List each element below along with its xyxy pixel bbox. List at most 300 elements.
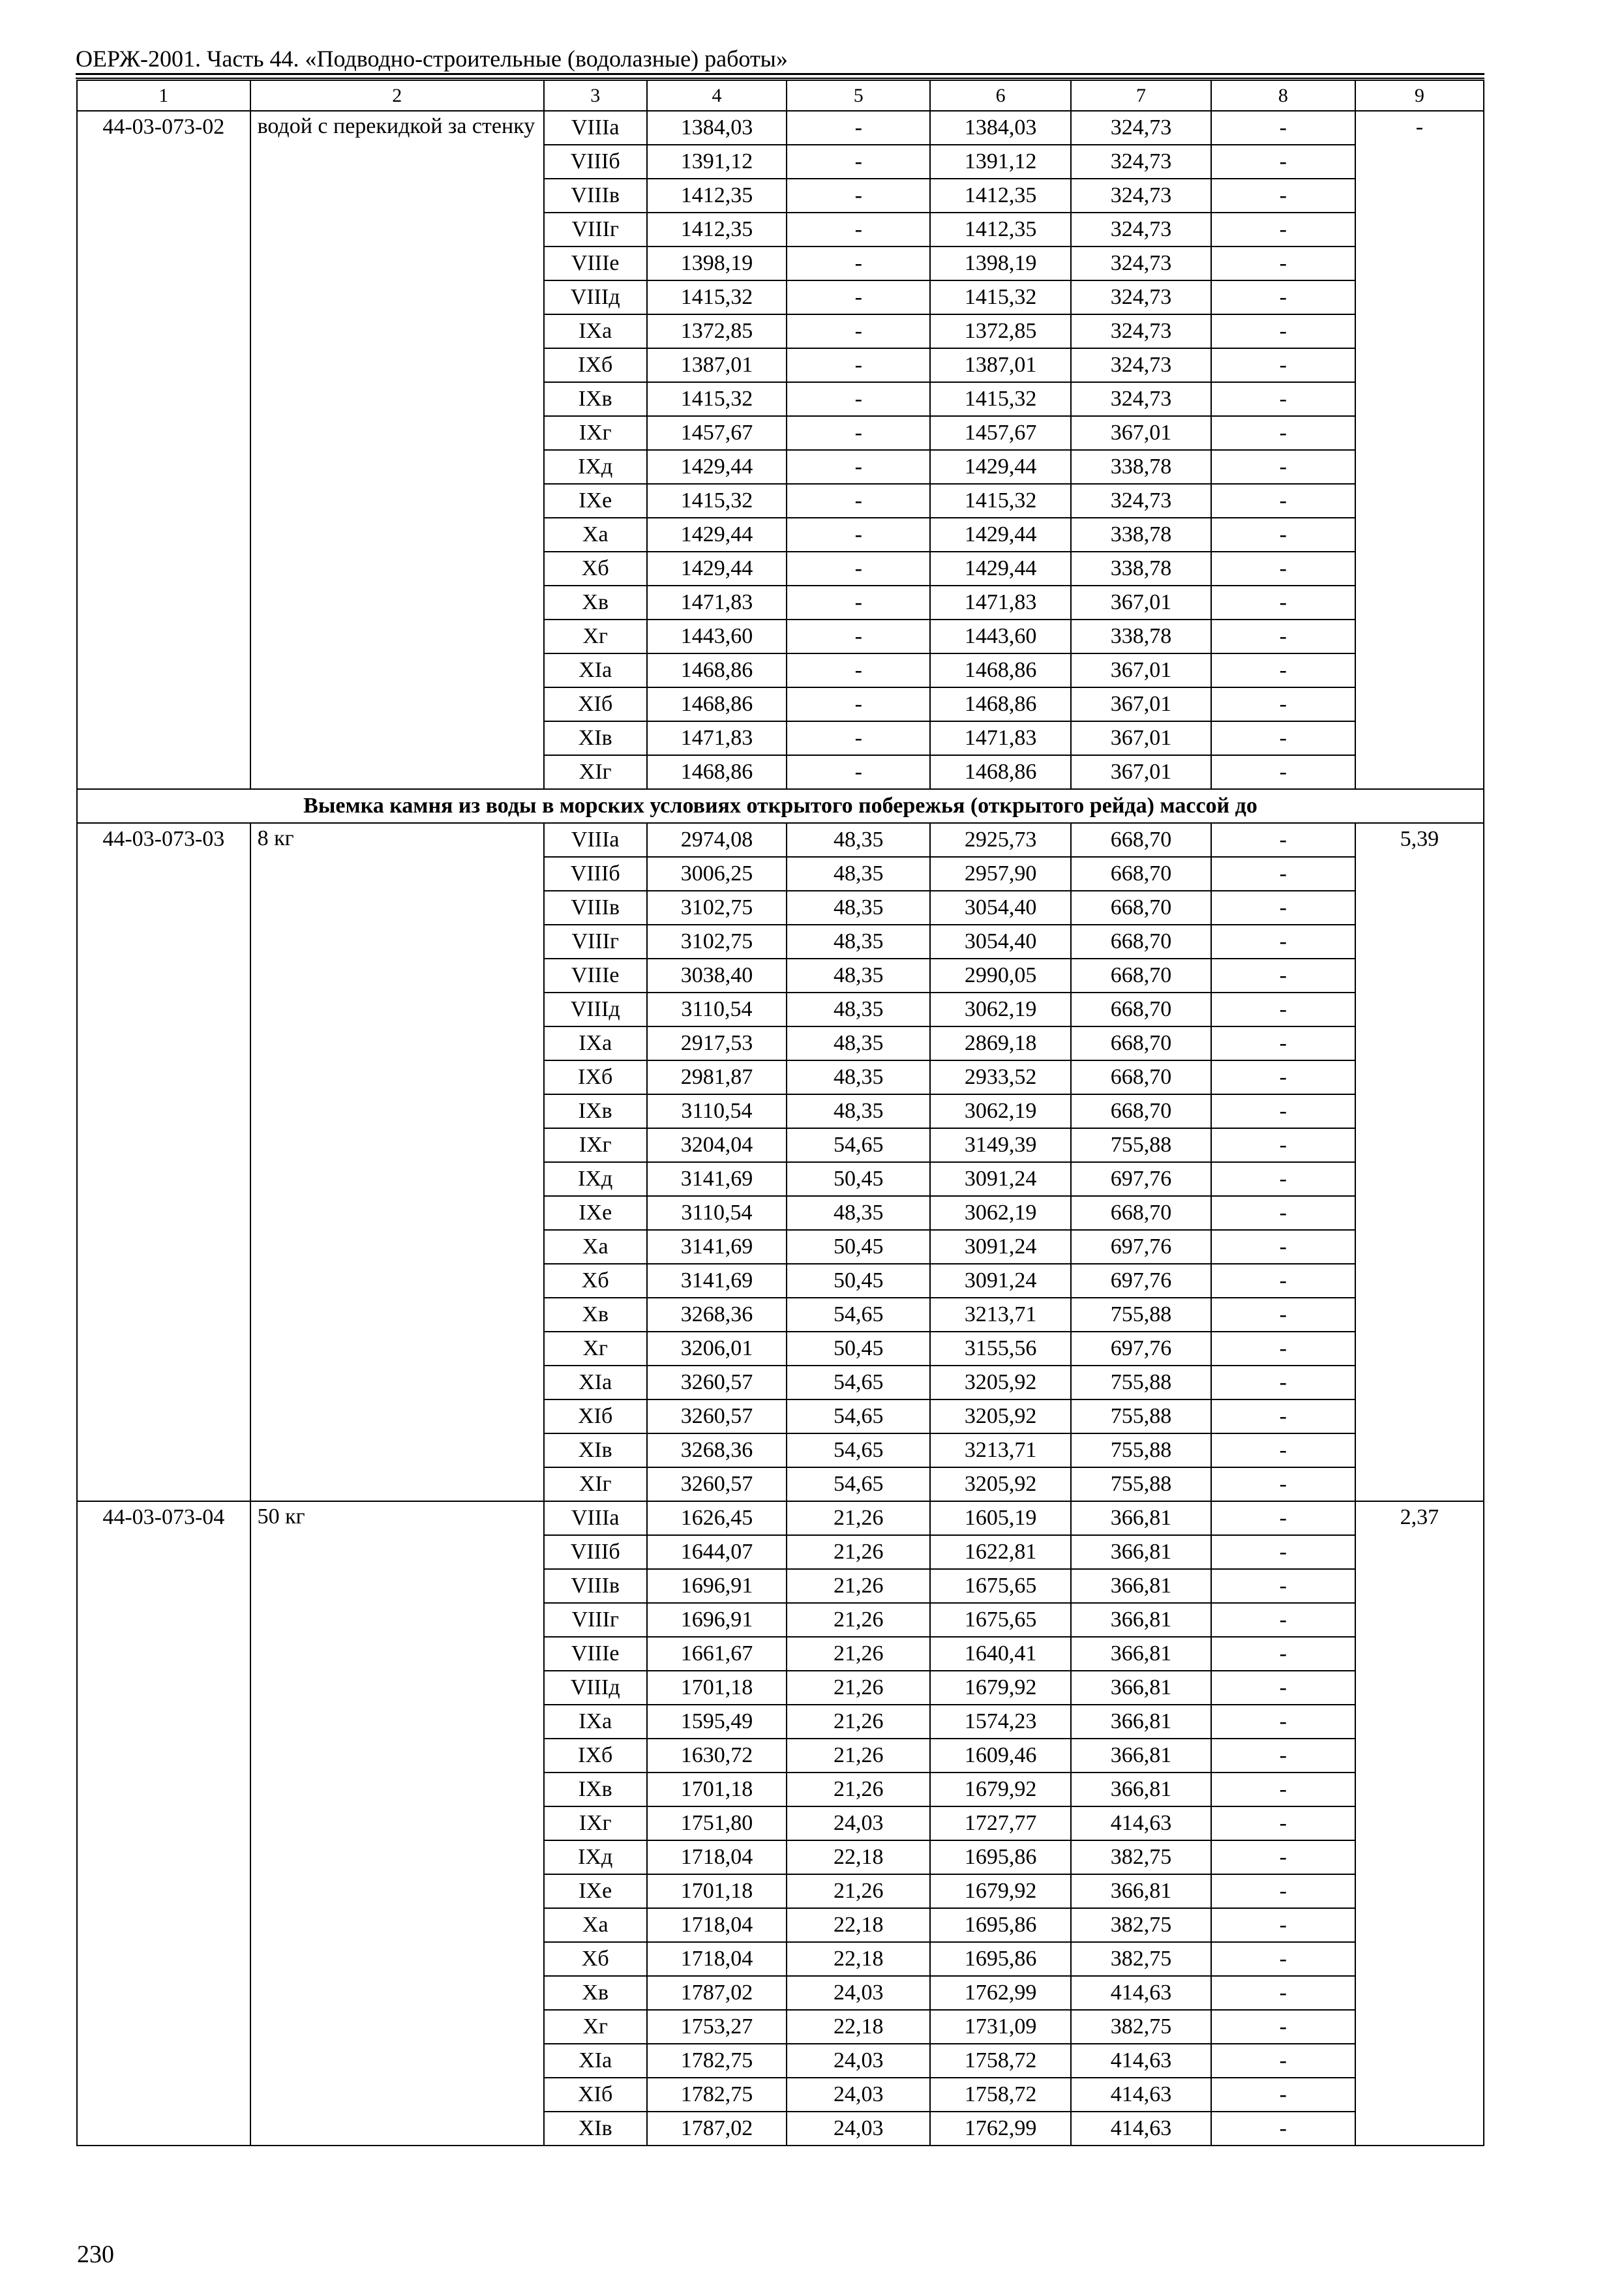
- drivers-wages-cell: 366,81: [1071, 1603, 1211, 1637]
- rate-code: 44-03-073-04: [77, 1501, 250, 2146]
- total-cost-cell: 3260,57: [647, 1399, 787, 1433]
- total-cost-cell: 3102,75: [647, 891, 787, 925]
- total-cost-cell: 1701,18: [647, 1874, 787, 1908]
- machines-cost-cell: 22,18: [787, 1942, 930, 1976]
- machines-cost-cell: -: [787, 179, 930, 213]
- total-cost-cell: 1429,44: [647, 552, 787, 586]
- wages-cost-cell: 1679,92: [930, 1773, 1071, 1806]
- drivers-wages-cell: 755,88: [1071, 1467, 1211, 1501]
- drivers-wages-cell: 366,81: [1071, 1705, 1211, 1739]
- materials-cost-cell: -: [1211, 959, 1355, 993]
- materials-cost-cell: -: [1211, 1366, 1355, 1399]
- materials-cost-cell: -: [1211, 2044, 1355, 2078]
- materials-cost-cell: -: [1211, 653, 1355, 687]
- materials-cost-cell: -: [1211, 1705, 1355, 1739]
- machines-cost-cell: 48,35: [787, 857, 930, 891]
- materials-cost-cell: -: [1211, 1671, 1355, 1705]
- drivers-wages-cell: 324,73: [1071, 111, 1211, 145]
- total-cost-cell: 1696,91: [647, 1603, 787, 1637]
- wages-cost-cell: 3062,19: [930, 993, 1071, 1026]
- machines-cost-cell: 48,35: [787, 1196, 930, 1230]
- zone-cell: VIIIд: [544, 993, 647, 1026]
- wages-cost-cell: 1391,12: [930, 145, 1071, 179]
- wages-cost-cell: 3205,92: [930, 1366, 1071, 1399]
- wages-cost-cell: 3091,24: [930, 1264, 1071, 1298]
- materials-cost-cell: -: [1211, 1535, 1355, 1569]
- machines-cost-cell: -: [787, 348, 930, 382]
- drivers-wages-cell: 668,70: [1071, 1094, 1211, 1128]
- total-cost-cell: 1415,32: [647, 382, 787, 416]
- materials-cost-cell: -: [1211, 1773, 1355, 1806]
- wages-cost-cell: 1675,65: [930, 1569, 1071, 1603]
- column-number: 5: [787, 80, 930, 111]
- wages-cost-cell: 1731,09: [930, 2010, 1071, 2044]
- table-row: [77, 1501, 1484, 1535]
- drivers-wages-cell: 367,01: [1071, 653, 1211, 687]
- materials-cost-cell: -: [1211, 1976, 1355, 2010]
- column-number: 2: [250, 80, 544, 111]
- machines-cost-cell: -: [787, 653, 930, 687]
- total-cost-cell: 1595,49: [647, 1705, 787, 1739]
- wages-cost-cell: 1387,01: [930, 348, 1071, 382]
- header-rule-bottom: [76, 78, 1484, 79]
- machines-cost-cell: 22,18: [787, 1908, 930, 1942]
- wages-cost-cell: 1609,46: [930, 1739, 1071, 1773]
- total-cost-cell: 3268,36: [647, 1433, 787, 1467]
- wages-cost-cell: 3149,39: [930, 1128, 1071, 1162]
- materials-cost-cell: -: [1211, 1603, 1355, 1637]
- rates-table-body: [77, 80, 1484, 2146]
- zone-cell: IXд: [544, 450, 647, 484]
- total-cost-cell: 2981,87: [647, 1060, 787, 1094]
- wages-cost-cell: 3205,92: [930, 1399, 1071, 1433]
- materials-cost-cell: -: [1211, 1230, 1355, 1264]
- machines-cost-cell: 21,26: [787, 1501, 930, 1535]
- drivers-wages-cell: 755,88: [1071, 1433, 1211, 1467]
- wages-cost-cell: 1695,86: [930, 1942, 1071, 1976]
- materials-cost-cell: -: [1211, 280, 1355, 314]
- materials-cost-cell: -: [1211, 145, 1355, 179]
- drivers-wages-cell: 668,70: [1071, 857, 1211, 891]
- total-cost-cell: 1372,85: [647, 314, 787, 348]
- zone-cell: VIIIа: [544, 1501, 647, 1535]
- drivers-wages-cell: 382,75: [1071, 1908, 1211, 1942]
- drivers-wages-cell: 382,75: [1071, 1942, 1211, 1976]
- machines-cost-cell: 24,03: [787, 2078, 930, 2112]
- zone-cell: VIIIа: [544, 823, 647, 857]
- total-cost-cell: 3141,69: [647, 1230, 787, 1264]
- materials-cost-cell: -: [1211, 450, 1355, 484]
- materials-cost-cell: -: [1211, 1806, 1355, 1840]
- zone-cell: VIIIб: [544, 1535, 647, 1569]
- table-row: [77, 823, 1484, 857]
- zone-cell: IXд: [544, 1840, 647, 1874]
- drivers-wages-cell: 755,88: [1071, 1366, 1211, 1399]
- materials-cost-cell: -: [1211, 484, 1355, 518]
- zone-cell: IXг: [544, 1806, 647, 1840]
- section-heading: Выемка камня из воды в морских условиях открытого побережья (открытого рейда) массой до: [77, 789, 1484, 823]
- materials-cost-cell: -: [1211, 925, 1355, 959]
- zone-cell: IXг: [544, 416, 647, 450]
- machines-cost-cell: -: [787, 111, 930, 145]
- zone-cell: VIIIв: [544, 891, 647, 925]
- materials-cost-cell: -: [1211, 552, 1355, 586]
- zone-cell: IXа: [544, 1705, 647, 1739]
- drivers-wages-cell: 338,78: [1071, 518, 1211, 552]
- column-number: 1: [77, 80, 250, 111]
- wages-cost-cell: 1695,86: [930, 1840, 1071, 1874]
- total-cost-cell: 1391,12: [647, 145, 787, 179]
- wages-cost-cell: 3091,24: [930, 1230, 1071, 1264]
- zone-cell: Xб: [544, 1942, 647, 1976]
- materials-cost-cell: -: [1211, 1637, 1355, 1671]
- materials-cost-cell: -: [1211, 314, 1355, 348]
- header-rule-top: [76, 73, 1484, 75]
- materials-cost-cell: -: [1211, 721, 1355, 755]
- zone-cell: XIв: [544, 1433, 647, 1467]
- drivers-wages-cell: 366,81: [1071, 1535, 1211, 1569]
- wages-cost-cell: 1398,19: [930, 247, 1071, 280]
- total-cost-cell: 1751,80: [647, 1806, 787, 1840]
- drivers-wages-cell: 755,88: [1071, 1128, 1211, 1162]
- machines-cost-cell: -: [787, 280, 930, 314]
- wages-cost-cell: 1415,32: [930, 484, 1071, 518]
- drivers-wages-cell: 414,63: [1071, 1976, 1211, 2010]
- materials-cost-cell: -: [1211, 1433, 1355, 1467]
- machines-cost-cell: 21,26: [787, 1773, 930, 1806]
- column-number: 6: [930, 80, 1071, 111]
- zone-cell: Xг: [544, 1332, 647, 1366]
- work-description: 8 кг: [250, 823, 544, 1501]
- machines-cost-cell: -: [787, 552, 930, 586]
- wages-cost-cell: 2933,52: [930, 1060, 1071, 1094]
- wages-cost-cell: 3091,24: [930, 1162, 1071, 1196]
- total-cost-cell: 3102,75: [647, 925, 787, 959]
- total-cost-cell: 1412,35: [647, 179, 787, 213]
- wages-cost-cell: 1471,83: [930, 586, 1071, 620]
- wages-cost-cell: 1412,35: [930, 213, 1071, 247]
- drivers-wages-cell: 366,81: [1071, 1773, 1211, 1806]
- total-cost-cell: 1468,86: [647, 755, 787, 789]
- total-cost-cell: 3110,54: [647, 1094, 787, 1128]
- total-cost-cell: 3141,69: [647, 1162, 787, 1196]
- machines-cost-cell: -: [787, 721, 930, 755]
- zone-cell: XIб: [544, 687, 647, 721]
- materials-cost-cell: -: [1211, 993, 1355, 1026]
- wages-cost-cell: 1412,35: [930, 179, 1071, 213]
- drivers-wages-cell: 367,01: [1071, 586, 1211, 620]
- wages-cost-cell: 3054,40: [930, 891, 1071, 925]
- zone-cell: VIIIе: [544, 959, 647, 993]
- machines-cost-cell: 24,03: [787, 2044, 930, 2078]
- drivers-wages-cell: 668,70: [1071, 993, 1211, 1026]
- zone-cell: XIг: [544, 755, 647, 789]
- total-cost-cell: 1443,60: [647, 620, 787, 653]
- wages-cost-cell: 1457,67: [930, 416, 1071, 450]
- machines-cost-cell: -: [787, 314, 930, 348]
- labor-coefficient: 2,37: [1355, 1501, 1484, 2146]
- drivers-wages-cell: 366,81: [1071, 1637, 1211, 1671]
- machines-cost-cell: 21,26: [787, 1569, 930, 1603]
- zone-cell: IXг: [544, 1128, 647, 1162]
- total-cost-cell: 1429,44: [647, 450, 787, 484]
- total-cost-cell: 1718,04: [647, 1942, 787, 1976]
- total-cost-cell: 3110,54: [647, 993, 787, 1026]
- drivers-wages-cell: 755,88: [1071, 1399, 1211, 1433]
- drivers-wages-cell: 366,81: [1071, 1569, 1211, 1603]
- materials-cost-cell: -: [1211, 586, 1355, 620]
- machines-cost-cell: 50,45: [787, 1162, 930, 1196]
- wages-cost-cell: 1384,03: [930, 111, 1071, 145]
- page-header-title: ОЕРЖ-2001. Часть 44. «Подводно-строительные (водолазные) работы»: [76, 46, 788, 72]
- zone-cell: VIIIд: [544, 280, 647, 314]
- wages-cost-cell: 1429,44: [930, 518, 1071, 552]
- wages-cost-cell: 1429,44: [930, 552, 1071, 586]
- machines-cost-cell: 21,26: [787, 1637, 930, 1671]
- zone-cell: IXв: [544, 1094, 647, 1128]
- work-description: водой с перекидкой за стенку: [250, 111, 544, 789]
- materials-cost-cell: -: [1211, 620, 1355, 653]
- materials-cost-cell: -: [1211, 755, 1355, 789]
- zone-cell: VIIIв: [544, 179, 647, 213]
- labor-coefficient: 5,39: [1355, 823, 1484, 1501]
- drivers-wages-cell: 324,73: [1071, 314, 1211, 348]
- rates-table: [76, 80, 1484, 2146]
- zone-cell: VIIIб: [544, 145, 647, 179]
- drivers-wages-cell: 366,81: [1071, 1671, 1211, 1705]
- zone-cell: IXа: [544, 1026, 647, 1060]
- drivers-wages-cell: 697,76: [1071, 1264, 1211, 1298]
- zone-cell: Xв: [544, 1298, 647, 1332]
- total-cost-cell: 3260,57: [647, 1467, 787, 1501]
- materials-cost-cell: -: [1211, 2078, 1355, 2112]
- wages-cost-cell: 1675,65: [930, 1603, 1071, 1637]
- machines-cost-cell: -: [787, 213, 930, 247]
- materials-cost-cell: -: [1211, 1332, 1355, 1366]
- wages-cost-cell: 1695,86: [930, 1908, 1071, 1942]
- materials-cost-cell: -: [1211, 1908, 1355, 1942]
- zone-cell: VIIIг: [544, 213, 647, 247]
- total-cost-cell: 1718,04: [647, 1840, 787, 1874]
- machines-cost-cell: 48,35: [787, 925, 930, 959]
- drivers-wages-cell: 367,01: [1071, 755, 1211, 789]
- total-cost-cell: 1661,67: [647, 1637, 787, 1671]
- machines-cost-cell: 21,26: [787, 1535, 930, 1569]
- materials-cost-cell: -: [1211, 1128, 1355, 1162]
- materials-cost-cell: -: [1211, 1569, 1355, 1603]
- zone-cell: IXе: [544, 484, 647, 518]
- drivers-wages-cell: 324,73: [1071, 179, 1211, 213]
- total-cost-cell: 3006,25: [647, 857, 787, 891]
- wages-cost-cell: 1468,86: [930, 687, 1071, 721]
- drivers-wages-cell: 367,01: [1071, 687, 1211, 721]
- total-cost-cell: 1782,75: [647, 2044, 787, 2078]
- total-cost-cell: 1387,01: [647, 348, 787, 382]
- wages-cost-cell: 2869,18: [930, 1026, 1071, 1060]
- zone-cell: VIIIе: [544, 247, 647, 280]
- wages-cost-cell: 1372,85: [930, 314, 1071, 348]
- drivers-wages-cell: 414,63: [1071, 2044, 1211, 2078]
- wages-cost-cell: 1429,44: [930, 450, 1071, 484]
- drivers-wages-cell: 324,73: [1071, 280, 1211, 314]
- wages-cost-cell: 1758,72: [930, 2078, 1071, 2112]
- wages-cost-cell: 1758,72: [930, 2044, 1071, 2078]
- materials-cost-cell: -: [1211, 857, 1355, 891]
- materials-cost-cell: -: [1211, 1467, 1355, 1501]
- total-cost-cell: 3206,01: [647, 1332, 787, 1366]
- zone-cell: IXв: [544, 382, 647, 416]
- wages-cost-cell: 1415,32: [930, 382, 1071, 416]
- zone-cell: Xв: [544, 1976, 647, 2010]
- drivers-wages-cell: 338,78: [1071, 620, 1211, 653]
- total-cost-cell: 3141,69: [647, 1264, 787, 1298]
- machines-cost-cell: 21,26: [787, 1705, 930, 1739]
- materials-cost-cell: -: [1211, 687, 1355, 721]
- materials-cost-cell: -: [1211, 382, 1355, 416]
- total-cost-cell: 1644,07: [647, 1535, 787, 1569]
- machines-cost-cell: 48,35: [787, 959, 930, 993]
- machines-cost-cell: -: [787, 484, 930, 518]
- machines-cost-cell: 21,26: [787, 1603, 930, 1637]
- zone-cell: VIIIв: [544, 1569, 647, 1603]
- machines-cost-cell: 21,26: [787, 1739, 930, 1773]
- total-cost-cell: 1626,45: [647, 1501, 787, 1535]
- wages-cost-cell: 1640,41: [930, 1637, 1071, 1671]
- materials-cost-cell: -: [1211, 1264, 1355, 1298]
- materials-cost-cell: -: [1211, 416, 1355, 450]
- column-number: 9: [1355, 80, 1484, 111]
- labor-coefficient: -: [1355, 111, 1484, 789]
- materials-cost-cell: -: [1211, 1942, 1355, 1976]
- zone-cell: XIа: [544, 653, 647, 687]
- zone-cell: VIIIе: [544, 1637, 647, 1671]
- materials-cost-cell: -: [1211, 1874, 1355, 1908]
- total-cost-cell: 1415,32: [647, 280, 787, 314]
- total-cost-cell: 1415,32: [647, 484, 787, 518]
- machines-cost-cell: -: [787, 518, 930, 552]
- machines-cost-cell: 24,03: [787, 1976, 930, 2010]
- zone-cell: Xа: [544, 518, 647, 552]
- machines-cost-cell: 22,18: [787, 1840, 930, 1874]
- total-cost-cell: 1787,02: [647, 2112, 787, 2146]
- wages-cost-cell: 3205,92: [930, 1467, 1071, 1501]
- wages-cost-cell: 1443,60: [930, 620, 1071, 653]
- materials-cost-cell: -: [1211, 1399, 1355, 1433]
- total-cost-cell: 2974,08: [647, 823, 787, 857]
- wages-cost-cell: 1574,23: [930, 1705, 1071, 1739]
- machines-cost-cell: 24,03: [787, 1806, 930, 1840]
- machines-cost-cell: 50,45: [787, 1230, 930, 1264]
- machines-cost-cell: -: [787, 416, 930, 450]
- materials-cost-cell: -: [1211, 1501, 1355, 1535]
- total-cost-cell: 3204,04: [647, 1128, 787, 1162]
- drivers-wages-cell: 668,70: [1071, 891, 1211, 925]
- wages-cost-cell: 3213,71: [930, 1433, 1071, 1467]
- drivers-wages-cell: 382,75: [1071, 1840, 1211, 1874]
- materials-cost-cell: -: [1211, 518, 1355, 552]
- wages-cost-cell: 3062,19: [930, 1196, 1071, 1230]
- machines-cost-cell: 21,26: [787, 1671, 930, 1705]
- total-cost-cell: 1457,67: [647, 416, 787, 450]
- zone-cell: Xа: [544, 1230, 647, 1264]
- zone-cell: IXе: [544, 1196, 647, 1230]
- machines-cost-cell: -: [787, 620, 930, 653]
- machines-cost-cell: 21,26: [787, 1874, 930, 1908]
- machines-cost-cell: -: [787, 450, 930, 484]
- zone-cell: VIIIд: [544, 1671, 647, 1705]
- materials-cost-cell: -: [1211, 1298, 1355, 1332]
- total-cost-cell: 1782,75: [647, 2078, 787, 2112]
- wages-cost-cell: 1727,77: [930, 1806, 1071, 1840]
- zone-cell: XIг: [544, 1467, 647, 1501]
- total-cost-cell: 1471,83: [647, 721, 787, 755]
- drivers-wages-cell: 367,01: [1071, 416, 1211, 450]
- machines-cost-cell: -: [787, 755, 930, 789]
- drivers-wages-cell: 324,73: [1071, 247, 1211, 280]
- zone-cell: XIа: [544, 1366, 647, 1399]
- drivers-wages-cell: 414,63: [1071, 1806, 1211, 1840]
- zone-cell: XIб: [544, 2078, 647, 2112]
- wages-cost-cell: 1605,19: [930, 1501, 1071, 1535]
- column-number-row: [77, 80, 1484, 111]
- materials-cost-cell: -: [1211, 213, 1355, 247]
- column-number: 7: [1071, 80, 1211, 111]
- zone-cell: VIIIб: [544, 857, 647, 891]
- zone-cell: Xб: [544, 552, 647, 586]
- total-cost-cell: 1753,27: [647, 2010, 787, 2044]
- wages-cost-cell: 3062,19: [930, 1094, 1071, 1128]
- machines-cost-cell: 48,35: [787, 993, 930, 1026]
- machines-cost-cell: 48,35: [787, 1026, 930, 1060]
- machines-cost-cell: 22,18: [787, 2010, 930, 2044]
- wages-cost-cell: 1468,86: [930, 755, 1071, 789]
- zone-cell: XIб: [544, 1399, 647, 1433]
- total-cost-cell: 3260,57: [647, 1366, 787, 1399]
- table-row: [77, 111, 1484, 145]
- zone-cell: Xг: [544, 2010, 647, 2044]
- machines-cost-cell: 54,65: [787, 1399, 930, 1433]
- materials-cost-cell: -: [1211, 1739, 1355, 1773]
- wages-cost-cell: 1762,99: [930, 1976, 1071, 2010]
- zone-cell: Xа: [544, 1908, 647, 1942]
- materials-cost-cell: -: [1211, 1196, 1355, 1230]
- wages-cost-cell: 3155,56: [930, 1332, 1071, 1366]
- machines-cost-cell: -: [787, 247, 930, 280]
- drivers-wages-cell: 414,63: [1071, 2112, 1211, 2146]
- drivers-wages-cell: 414,63: [1071, 2078, 1211, 2112]
- drivers-wages-cell: 668,70: [1071, 959, 1211, 993]
- drivers-wages-cell: 338,78: [1071, 450, 1211, 484]
- wages-cost-cell: 2957,90: [930, 857, 1071, 891]
- materials-cost-cell: -: [1211, 1060, 1355, 1094]
- zone-cell: VIIIг: [544, 925, 647, 959]
- zone-cell: IXе: [544, 1874, 647, 1908]
- total-cost-cell: 1701,18: [647, 1773, 787, 1806]
- total-cost-cell: 3110,54: [647, 1196, 787, 1230]
- wages-cost-cell: 3054,40: [930, 925, 1071, 959]
- materials-cost-cell: -: [1211, 1162, 1355, 1196]
- machines-cost-cell: 54,65: [787, 1366, 930, 1399]
- drivers-wages-cell: 668,70: [1071, 925, 1211, 959]
- total-cost-cell: 2917,53: [647, 1026, 787, 1060]
- work-description: 50 кг: [250, 1501, 544, 2146]
- wages-cost-cell: 2990,05: [930, 959, 1071, 993]
- rate-code: 44-03-073-02: [77, 111, 250, 789]
- zone-cell: IXб: [544, 1739, 647, 1773]
- drivers-wages-cell: 366,81: [1071, 1874, 1211, 1908]
- total-cost-cell: 1471,83: [647, 586, 787, 620]
- zone-cell: IXа: [544, 314, 647, 348]
